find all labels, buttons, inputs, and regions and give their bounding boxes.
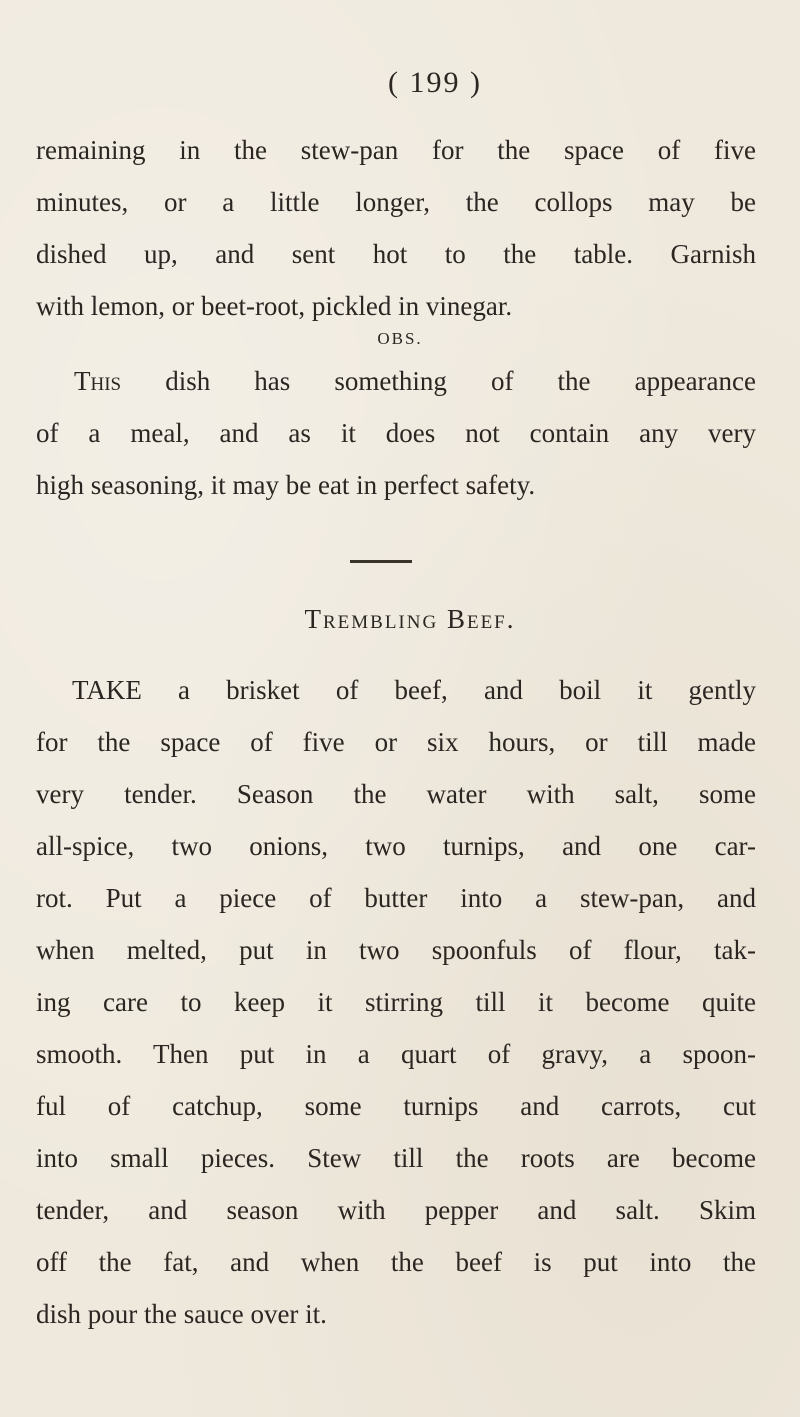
text-line: high seasoning, it may be eat in perfect safety. <box>36 470 536 500</box>
obs-heading: OBS. <box>377 329 423 348</box>
text-line: for the space of five or six hours, or till made <box>36 727 756 757</box>
text-line: dish pour the sauce over it. <box>36 1299 327 1329</box>
text-line: ful of catchup, some turnips and carrots, cut <box>36 1091 756 1121</box>
text-line: smooth. Then put in a quart of gravy, a spoon- <box>36 1039 756 1069</box>
recipe-title: Trembling Beef. <box>304 604 516 634</box>
text-line: into small pieces. Stew till the roots are become <box>36 1143 756 1173</box>
initial-word: This <box>74 366 122 396</box>
text-line: all-spice, two onions, two turnips, and one car- <box>36 831 756 861</box>
text-line: minutes, or a little longer, the collops may be <box>36 187 756 217</box>
text-line: when melted, put in two spoonfuls of flour, tak- <box>36 935 756 965</box>
text-line: rot. Put a piece of butter into a stew-pan, and <box>36 883 756 913</box>
text-line: dished up, and sent hot to the table. Garnish <box>36 239 756 269</box>
text-line <box>36 355 756 407</box>
first-line-rest: dish has something of the appearance <box>121 366 756 396</box>
text-line: off the fat, and when the beef is put into the <box>36 1247 756 1277</box>
page-number: ( 199 ) <box>388 66 482 99</box>
text-line: very tender. Season the water with salt, some <box>36 779 756 809</box>
text-line: TAKE a brisket of beef, and boil it gently <box>72 675 756 705</box>
text-line: remaining in the stew-pan for the space of five <box>36 135 756 165</box>
paragraph-recipe <box>36 664 756 1340</box>
paragraph-collops-ending <box>36 124 756 332</box>
text-line: of a meal, and as it does not contain any very <box>36 418 756 448</box>
text-line: ing care to keep it stirring till it become quite <box>36 987 756 1017</box>
section-divider <box>350 560 412 563</box>
text-line: tender, and season with pepper and salt. Skim <box>36 1195 756 1225</box>
text-line: with lemon, or beet-root, pickled in vinegar. <box>36 291 513 321</box>
paragraph-observation <box>36 355 756 511</box>
